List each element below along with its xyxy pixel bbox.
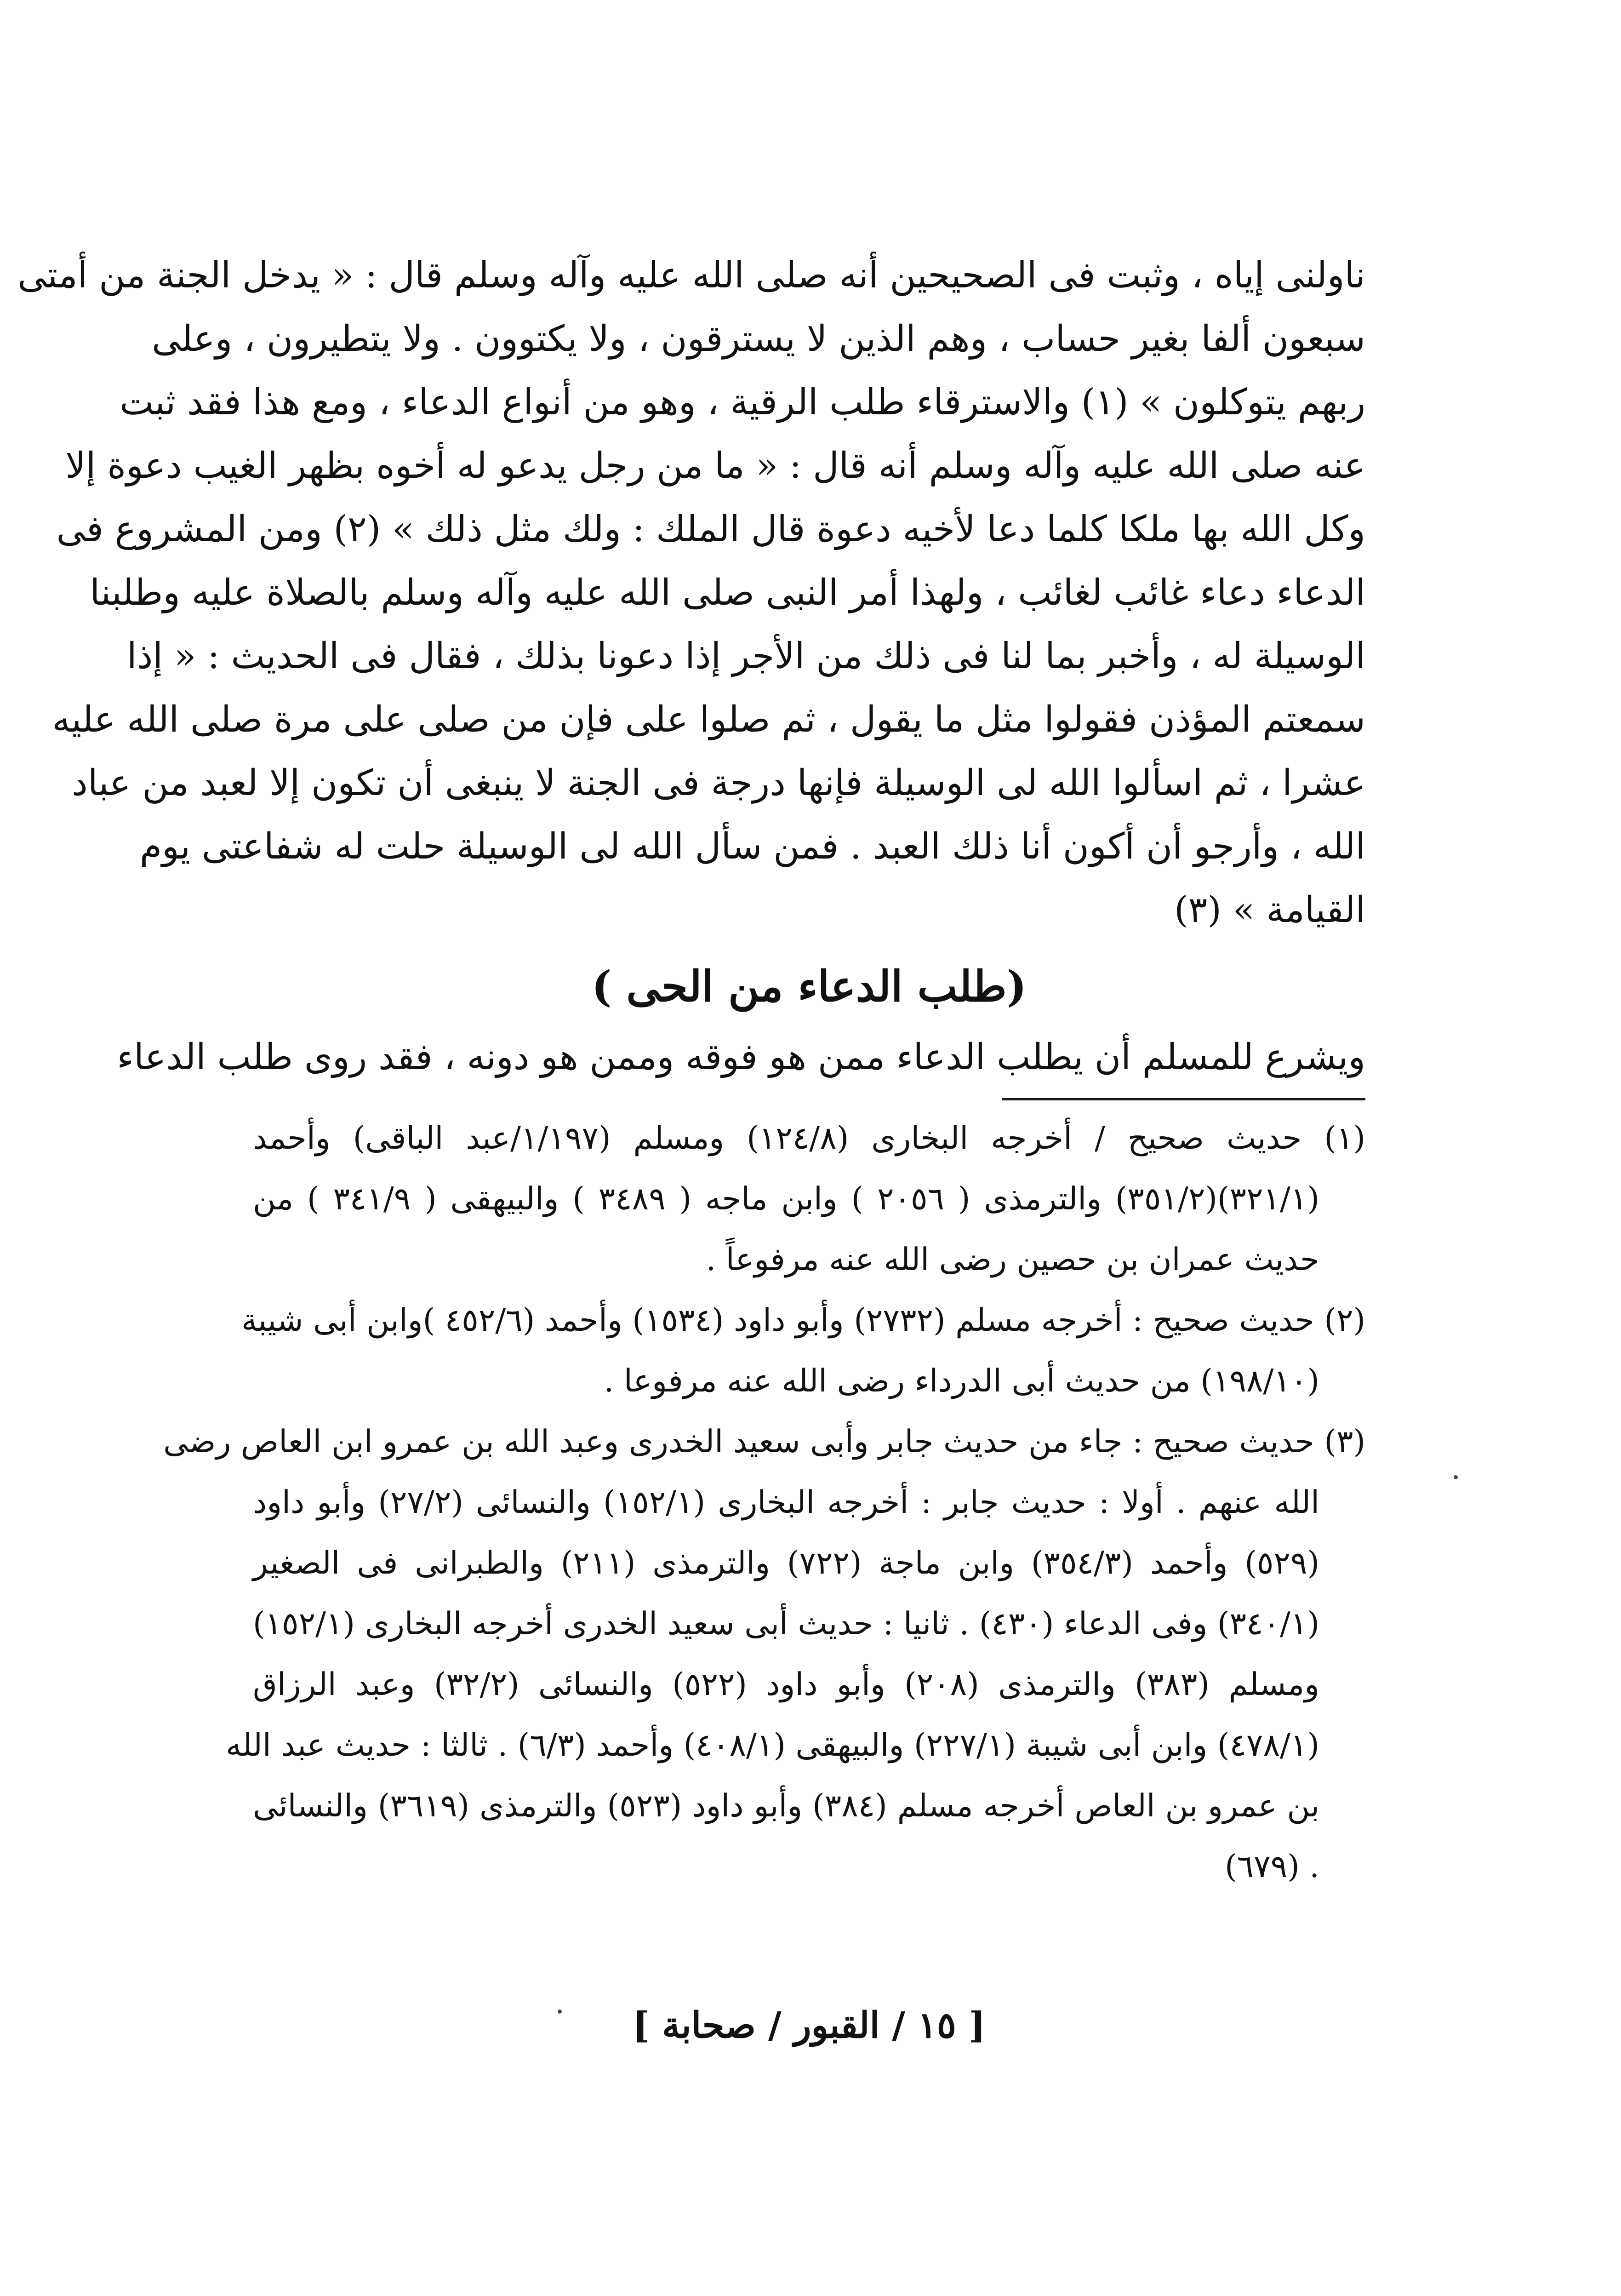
text-line: ربهم يتوكلون » (١) والاسترقاء طلب الرقية ، وهو من أنواع الدعاء ، ومع هذا فقد ثبت [120, 382, 1365, 423]
scan-speck [558, 2010, 562, 2014]
text-line: الوسيلة له ، وأخبر بما لنا فى ذلك من الأجر إذا دعونا بذلك ، فقال فى الحديث : « إذا [126, 636, 1365, 677]
footnote-line: . (٦٧٩) [1225, 1849, 1319, 1885]
footnote-line: (٤٧٨/١) وابن أبى شيبة (٢٢٧/١) والبيهقى (٤٠٨/١) وأحمد (٦/٣) . ثالثا : حديث عبد الله [226, 1727, 1319, 1764]
footnote-line: الله عنهم . أولا : حديث جابر : أخرجه البخارى (١٥٢/١) والنسائى (٢٧/٢) وأبو داود [253, 1484, 1319, 1521]
footnote-divider [1002, 1098, 1365, 1100]
footnote-line: (٢) حديث صحيح : أخرجه مسلم (٢٧٣٢) وأبو داود (١٥٣٤) وأحمد (٤٥٢/٦ )وابن أبى شيبة [241, 1302, 1365, 1339]
footnote-line: بن عمرو بن العاص أخرجه مسلم (٣٨٤) وأبو داود (٥٢٣) والترمذى (٣٦١٩) والنسائى [253, 1788, 1320, 1824]
section-heading: (طلب الدعاء من الحى ) [591, 962, 1027, 1011]
second-paragraph [117, 1025, 1365, 1089]
footnote-line: (٣٢١/١)(٣٥١/٢) والترمذى ( ٢٠٥٦ ) وابن ماجه ( ٣٤٨٩ ) والبيهقى ( ٣٤١/٩ ) من [253, 1181, 1319, 1217]
scan-speck [1454, 1475, 1458, 1479]
text-line: ويشرع للمسلم أن يطلب الدعاء ممن هو فوقه وممن هو دونه ، فقد روى طلب الدعاء [117, 1036, 1365, 1078]
text-line: عنه صلى الله عليه وآله وسلم أنه قال : « ما من رجل يدعو له أخوه بظهر الغيب دعوة إلا [65, 445, 1365, 487]
text-line: الدعاء دعاء غائب لغائب ، ولهذا أمر النبى صلى الله عليه وآله وسلم بالصلاة عليه وطلبنا [90, 572, 1365, 613]
text-line: وكل الله بها ملكا كلما دعا لأخيه دعوة قال الملك : ولك مثل ذلك » (٢) ومن المشروع فى [56, 509, 1365, 550]
footnote-line: (٥٢٩) وأحمد (٣٥٤/٣) وابن ماجة (٧٢٢) والترمذى (٢١١) والطبرانى فى الصغير [253, 1545, 1320, 1581]
text-line: ناولنى إياه ، وثبت فى الصحيحين أنه صلى الله عليه وآله وسلم قال : « يدخل الجنة من أمتى [17, 255, 1365, 296]
text-line: سمعتم المؤذن فقولوا مثل ما يقول ، ثم صلوا على فإن من صلى على مرة صلى الله عليه [52, 699, 1365, 740]
footnotes [163, 1108, 1365, 1897]
main-paragraph [17, 244, 1365, 942]
text-line: الله ، وأرجو أن أكون أنا ذلك العبد . فمن سأل الله لى الوسيلة حلت له شفاعتى يوم [139, 826, 1365, 867]
page-footer: [ ١٥ / القبور / صحابة ] [633, 2004, 986, 2046]
footnote-line: ومسلم (٣٨٣) والترمذى (٢٠٨) وأبو داود (٥٢٢) والنسائى (٣٢/٢) وعبد الرزاق [253, 1666, 1320, 1703]
footnote-line: (١٩٨/١٠) من حديث أبى الدرداء رضى الله عنه مرفوعا . [604, 1363, 1319, 1399]
footnote-line: حديث عمران بن حصين رضى الله عنه مرفوعاً . [706, 1242, 1319, 1278]
footnote-line: (١) حديث صحيح / أخرجه البخارى (١٢٤/٨) ومسلم (١/١٩٧/عبد الباقى) وأحمد [253, 1120, 1365, 1157]
text-line: عشرا ، ثم اسألوا الله لى الوسيلة فإنها درجة فى الجنة لا ينبغى أن تكون إلا لعبد من عباد [72, 762, 1365, 804]
footnote-line: (٣) حديث صحيح : جاء من حديث جابر وأبى سعيد الخدرى وعبد الله بن عمرو ابن العاص رضى [163, 1424, 1365, 1460]
text-line: القيامة » (٣) [1174, 889, 1365, 931]
footnote-line: (٣٤٠/١) وفى الدعاء (٤٣٠) . ثانيا : حديث أبى سعيد الخدرى أخرجه البخارى (١٥٢/١) [253, 1606, 1320, 1642]
text-line: سبعون ألفا بغير حساب ، وهم الذين لا يسترقون ، ولا يكتوون . ولا يتطيرون ، وعلى [152, 318, 1365, 360]
